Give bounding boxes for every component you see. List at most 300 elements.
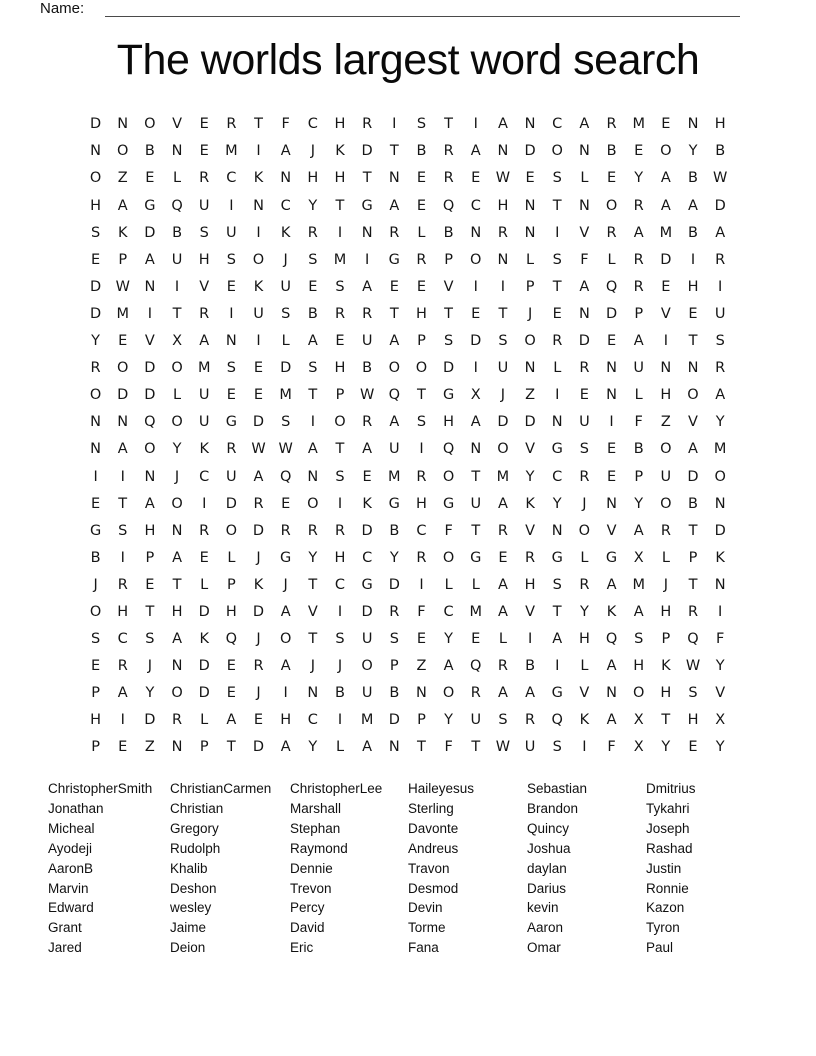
grid-letter: R (470, 685, 481, 702)
grid-letter: I (718, 603, 723, 620)
grid-letter: C (362, 549, 373, 566)
grid-letter: N (524, 224, 536, 241)
grid-letter: I (229, 305, 234, 322)
grid-letter: I (337, 495, 343, 512)
grid-letter: S (579, 441, 589, 458)
grid-letter: E (688, 739, 698, 756)
grid-letter: A (172, 631, 182, 648)
grid-letter: L (444, 576, 453, 593)
grid-letter: E (226, 278, 236, 295)
grid-letter: C (552, 468, 563, 485)
word-list-item: Omar (527, 940, 561, 956)
grid-letter: X (715, 712, 726, 729)
grid-letter: L (335, 739, 345, 756)
word-list-item: Jaime (170, 920, 207, 936)
grid-letter: M (225, 143, 238, 160)
grid-letter: O (89, 603, 102, 620)
word-list-item: Micheal (48, 820, 95, 836)
grid-letter: A (660, 197, 671, 214)
grid-letter: N (117, 116, 129, 133)
grid-letter: V (525, 522, 536, 539)
grid-letter: T (552, 278, 562, 295)
grid-letter: O (388, 360, 400, 377)
grid-letter: V (144, 333, 155, 350)
grid-letter: A (362, 739, 373, 756)
grid-letter: E (90, 251, 101, 268)
word-list-item: Devin (408, 900, 443, 916)
grid-letter: Y (634, 170, 644, 187)
grid-letter: Q (442, 441, 455, 458)
grid-letter: A (579, 278, 590, 295)
grid-letter: O (89, 387, 102, 404)
grid-letter: D (280, 360, 292, 377)
grid-letter: E (471, 631, 481, 648)
grid-letter: N (144, 278, 156, 295)
grid-letter: V (660, 305, 671, 322)
grid-letter: D (252, 603, 265, 620)
grid-letter: F (607, 739, 616, 756)
grid-letter: N (117, 414, 129, 431)
grid-letter: I (120, 468, 125, 485)
grid-letter: R (497, 658, 508, 675)
name-fill-line (105, 0, 740, 17)
grid-letter: D (144, 360, 156, 377)
grid-letter: V (525, 441, 536, 458)
grid-letter: I (609, 414, 614, 431)
word-list-item: Christian (170, 800, 224, 816)
word-list-item: Khalib (170, 860, 208, 876)
grid-letter: I (229, 197, 234, 214)
grid-letter: C (199, 468, 210, 485)
grid-letter: S (715, 333, 725, 350)
grid-letter: K (661, 658, 671, 675)
grid-letter: K (280, 224, 291, 241)
grid-letter: C (117, 631, 128, 648)
grid-letter: T (308, 576, 318, 593)
grid-letter: U (388, 441, 400, 458)
grid-letter: R (90, 360, 101, 377)
grid-letter: H (171, 603, 183, 620)
grid-letter: O (687, 387, 699, 404)
word-list-column (170, 779, 290, 958)
grid-letter: E (145, 576, 155, 593)
grid-letter: O (714, 468, 726, 485)
word-list-item: Joseph (646, 820, 690, 836)
grid-letter: O (334, 414, 346, 431)
grid-letter: D (198, 658, 210, 675)
grid-letter: N (714, 495, 726, 512)
grid-letter: H (578, 631, 590, 648)
grid-letter: L (227, 549, 236, 566)
grid-letter: L (580, 549, 589, 566)
grid-letter: L (553, 360, 562, 377)
grid-letter: N (90, 143, 101, 160)
grid-letter: F (634, 414, 643, 431)
grid-letter: G (551, 441, 563, 458)
grid-letter: R (633, 278, 644, 295)
grid-letter: S (416, 414, 427, 431)
grid-letter: V (307, 603, 318, 620)
grid-letter: S (688, 685, 698, 702)
grid-letter: O (225, 522, 238, 539)
grid-letter: T (444, 305, 454, 322)
grid-letter: R (687, 603, 699, 620)
grid-letter: R (172, 712, 183, 729)
word-list-item: Brandon (527, 800, 579, 816)
grid-letter: U (171, 251, 183, 268)
grid-letter: R (552, 333, 563, 350)
grid-letter: J (500, 387, 506, 404)
grid-letter: O (660, 495, 672, 512)
grid-letter: M (713, 441, 727, 458)
grid-letter: I (174, 278, 180, 295)
grid-letter: C (470, 197, 481, 214)
grid-letter: Y (91, 333, 100, 350)
grid-letter: L (580, 170, 589, 187)
grid-letter: I (337, 712, 343, 729)
grid-letter: J (256, 549, 261, 566)
word-list-item: Kazon (646, 900, 685, 916)
grid-letter: J (310, 143, 315, 160)
grid-letter: H (334, 170, 346, 187)
grid-letter: P (661, 631, 671, 648)
grid-letter: R (334, 522, 346, 539)
grid-letter: U (361, 685, 373, 702)
grid-letter: F (716, 631, 725, 648)
grid-letter: D (198, 603, 210, 620)
grid-letter: I (663, 333, 668, 350)
grid-letter: O (415, 360, 428, 377)
grid-letter: S (498, 333, 508, 350)
grid-letter: R (253, 658, 264, 675)
grid-letter: K (335, 143, 345, 160)
grid-letter: E (362, 468, 372, 485)
grid-letter: U (470, 712, 482, 729)
grid-letter: P (145, 549, 155, 566)
grid-letter: O (171, 495, 183, 512)
grid-letter: E (226, 685, 236, 702)
grid-letter: Z (144, 739, 155, 756)
grid-letter: I (718, 278, 723, 295)
grid-letter: Q (470, 658, 482, 675)
grid-letter: H (687, 712, 699, 729)
grid-letter: O (89, 170, 102, 187)
grid-letter: O (171, 360, 183, 377)
grid-letter: R (443, 170, 454, 187)
grid-letter: D (714, 197, 726, 214)
grid-letter: B (688, 495, 698, 512)
grid-letter: D (605, 305, 618, 322)
grid-letter: O (632, 685, 645, 702)
grid-letter: J (582, 495, 587, 512)
grid-letter: S (308, 251, 318, 268)
grid-letter: E (389, 278, 399, 295)
grid-letter: O (551, 143, 563, 160)
grid-letter: U (198, 414, 210, 431)
grid-letter: L (607, 251, 616, 268)
grid-letter: U (198, 387, 210, 404)
grid-letter: A (606, 712, 617, 729)
grid-letter: Z (660, 414, 671, 431)
grid-letter: P (91, 685, 100, 702)
grid-letter: R (362, 116, 373, 133)
word-list-item: Quincy (527, 820, 570, 836)
grid-letter: J (283, 576, 288, 593)
word-list-item: Rudolph (170, 840, 221, 856)
word-list-item: Justin (646, 860, 682, 876)
grid-letter: W (278, 441, 293, 458)
grid-letter: Y (308, 739, 318, 756)
grid-letter: T (254, 116, 263, 133)
grid-letter: E (308, 278, 318, 295)
grid-letter: J (663, 576, 668, 593)
grid-letter: D (89, 305, 102, 322)
grid-letter: K (525, 495, 535, 512)
grid-letter: E (416, 170, 427, 187)
grid-letter: S (389, 631, 399, 648)
grid-letter: A (497, 685, 508, 702)
word-list-column (646, 779, 736, 958)
grid-letter: T (335, 441, 345, 458)
word-list-item: Paul (646, 940, 674, 956)
grid-letter: R (253, 495, 264, 512)
grid-letter: L (417, 224, 426, 241)
grid-letter: D (117, 387, 129, 404)
grid-letter: Y (688, 143, 698, 160)
grid-letter: O (252, 251, 265, 268)
grid-letter: T (444, 116, 454, 133)
grid-letter: U (361, 631, 373, 648)
grid-letter: R (579, 360, 590, 377)
grid-letter: E (416, 278, 427, 295)
grid-letter: I (419, 576, 424, 593)
grid-letter: P (118, 251, 128, 268)
grid-letter: G (388, 495, 400, 512)
grid-letter: S (335, 468, 345, 485)
grid-letter: L (634, 387, 643, 404)
grid-letter: S (416, 116, 427, 133)
grid-letter: N (470, 224, 482, 241)
grid-letter: N (606, 387, 617, 404)
grid-letter: J (310, 658, 315, 675)
grid-letter: Y (444, 712, 454, 729)
grid-letter: I (555, 224, 560, 241)
word-list-item: Jonathan (48, 800, 104, 816)
grid-letter: G (89, 522, 102, 539)
grid-letter: D (252, 739, 265, 756)
grid-letter: P (417, 712, 426, 729)
grid-letter: I (283, 685, 288, 702)
word-list-item: daylan (527, 860, 567, 876)
grid-letter: I (147, 305, 153, 322)
grid-letter: I (473, 116, 478, 133)
grid-letter: N (497, 143, 509, 160)
grid-letter: A (172, 549, 182, 566)
grid-letter: J (283, 251, 288, 268)
grid-letter: B (715, 143, 726, 160)
grid-letter: K (362, 495, 372, 512)
grid-letter: I (473, 278, 478, 295)
word-list-item: Dennie (290, 860, 333, 876)
grid-letter: E (606, 170, 617, 187)
grid-letter: A (226, 712, 237, 729)
grid-letter: O (605, 197, 618, 214)
grid-letter: N (388, 170, 400, 187)
grid-letter: R (633, 197, 644, 214)
grid-letter: Y (145, 685, 155, 702)
grid-letter: F (580, 251, 589, 268)
grid-letter: S (118, 522, 128, 539)
word-list-item: Deshon (170, 880, 217, 896)
grid-letter: K (579, 712, 590, 729)
grid-letter: R (307, 224, 318, 241)
grid-letter: O (442, 549, 455, 566)
grid-letter: A (362, 278, 373, 295)
grid-letter: M (197, 360, 211, 377)
grid-letter: T (308, 387, 318, 404)
grid-letter: I (337, 603, 343, 620)
grid-letter: M (388, 468, 401, 485)
grid-letter: G (225, 414, 237, 431)
grid-letter: A (389, 414, 400, 431)
grid-letter: M (116, 305, 129, 322)
grid-letter: N (416, 685, 427, 702)
grid-letter: G (605, 549, 618, 566)
grid-letter: U (280, 278, 291, 295)
grid-letter: G (551, 549, 563, 566)
grid-letter: H (90, 712, 102, 729)
grid-letter: R (226, 441, 237, 458)
grid-letter: T (362, 170, 372, 187)
grid-letter: A (660, 170, 671, 187)
grid-letter: L (281, 333, 290, 350)
grid-letter: O (171, 685, 183, 702)
grid-letter: J (93, 576, 98, 593)
grid-letter: D (470, 333, 482, 350)
grid-letter: N (578, 305, 590, 322)
grid-letter: P (634, 468, 644, 485)
grid-letter: N (551, 522, 563, 539)
grid-letter: T (471, 468, 481, 485)
grid-letter: H (633, 658, 645, 675)
grid-letter: A (497, 495, 508, 512)
grid-letter: L (661, 549, 670, 566)
grid-letter: E (498, 549, 508, 566)
grid-letter: H (198, 251, 210, 268)
word-list-item: Trevon (290, 880, 332, 896)
grid-letter: P (444, 251, 453, 268)
grid-letter: U (497, 360, 509, 377)
grid-letter: Y (308, 197, 318, 214)
grid-letter: R (579, 468, 590, 485)
grid-letter: R (416, 251, 427, 268)
word-list-item: AaronB (48, 860, 94, 876)
grid-letter: G (388, 251, 400, 268)
grid-letter: D (225, 495, 237, 512)
grid-letter: T (389, 143, 399, 160)
grid-letter: N (578, 197, 590, 214)
grid-letter: N (225, 333, 237, 350)
grid-letter: J (256, 631, 261, 648)
word-list-column (48, 779, 170, 958)
grid-letter: W (251, 441, 266, 458)
grid-letter: T (688, 522, 698, 539)
grid-letter: D (524, 143, 536, 160)
grid-letter: B (525, 658, 536, 675)
word-list-item: Joshua (527, 840, 571, 856)
grid-letter: N (687, 360, 699, 377)
grid-letter: K (199, 441, 209, 458)
grid-letter: S (444, 333, 454, 350)
grid-letter: F (417, 603, 426, 620)
grid-letter: R (117, 658, 128, 675)
grid-letter: R (525, 549, 536, 566)
grid-letter: R (362, 414, 373, 431)
grid-letter: N (253, 197, 264, 214)
grid-letter: N (144, 468, 156, 485)
grid-letter: K (253, 576, 264, 593)
word-list-item: Gregory (170, 820, 219, 836)
grid-letter: E (145, 170, 155, 187)
grid-letter: E (579, 387, 589, 404)
grid-letter: O (497, 441, 509, 458)
grid-letter: C (443, 603, 454, 620)
word-list-item: Marshall (290, 800, 342, 816)
grid-letter: B (416, 143, 427, 160)
grid-letter: R (389, 224, 400, 241)
grid-letter: O (361, 658, 373, 675)
grid-letter: S (90, 631, 101, 648)
grid-letter: I (256, 224, 261, 241)
grid-letter: T (308, 631, 318, 648)
grid-letter: A (307, 333, 318, 350)
grid-letter: V (579, 224, 590, 241)
grid-letter: U (226, 224, 237, 241)
grid-letter: A (470, 414, 481, 431)
grid-letter: R (525, 712, 536, 729)
grid-letter: L (173, 170, 182, 187)
grid-letter: M (279, 387, 292, 404)
grid-letter: B (443, 224, 454, 241)
grid-letter: C (416, 522, 427, 539)
grid-letter: V (443, 278, 454, 295)
grid-letter: A (715, 224, 726, 241)
grid-letter: L (200, 576, 209, 593)
grid-letter: A (117, 441, 128, 458)
grid-letter: D (578, 333, 590, 350)
grid-letter: C (552, 116, 563, 133)
grid-letter: A (362, 441, 373, 458)
grid-letter: V (688, 414, 698, 431)
grid-letter: T (145, 603, 155, 620)
grid-letter: D (144, 712, 156, 729)
grid-letter: U (226, 468, 237, 485)
grid-letter: N (171, 143, 183, 160)
name-row (40, 0, 740, 18)
grid-letter: M (469, 603, 483, 620)
grid-letter: K (715, 549, 725, 566)
grid-letter: E (253, 360, 264, 377)
grid-letter: W (713, 170, 728, 187)
grid-letter: R (334, 305, 346, 322)
grid-letter: H (497, 197, 509, 214)
grid-letter: Q (442, 197, 455, 214)
grid-letter: A (199, 333, 210, 350)
grid-letter: M (360, 712, 374, 729)
grid-letter: L (471, 576, 480, 593)
grid-letter: N (171, 522, 183, 539)
grid-letter: D (252, 522, 265, 539)
